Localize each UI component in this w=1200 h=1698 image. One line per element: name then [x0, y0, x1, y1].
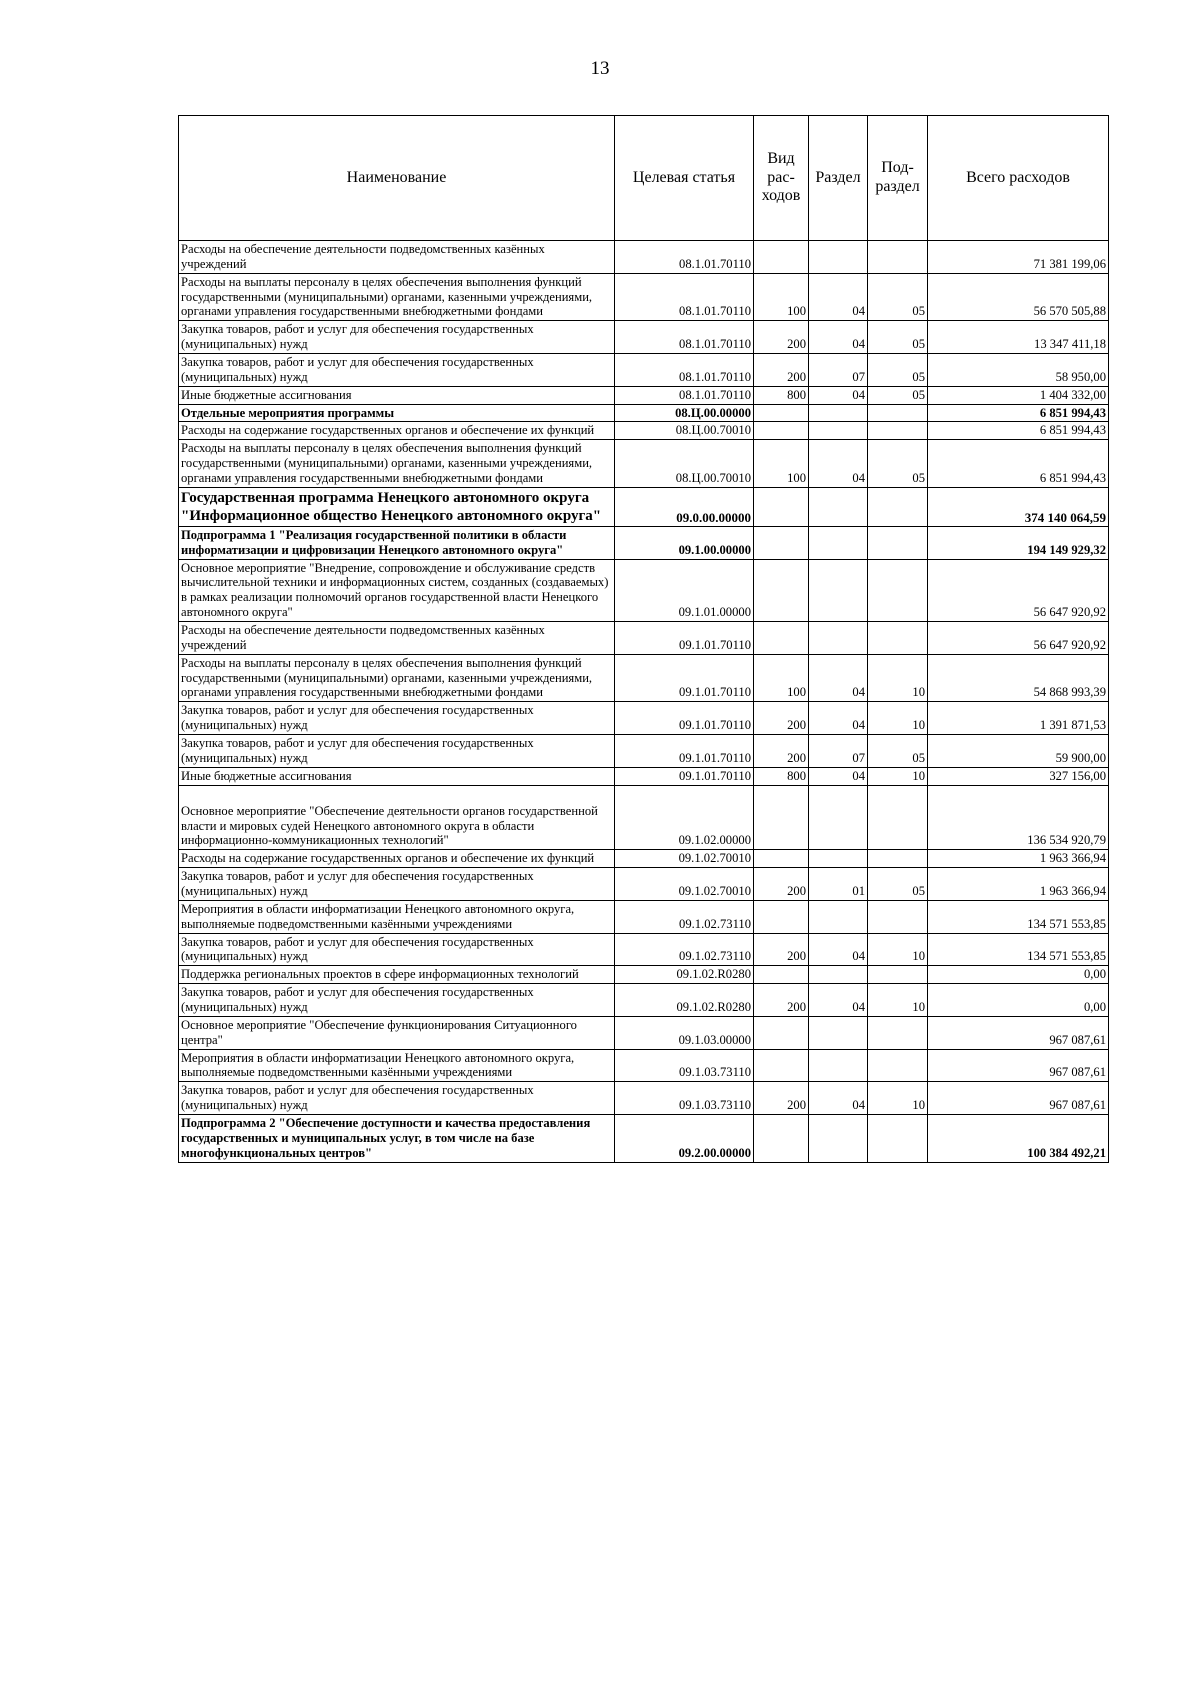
row-subsection-cell: 10 [868, 654, 928, 702]
row-section-cell: 07 [809, 354, 868, 387]
row-target-cell: 09.1.01.70110 [615, 767, 754, 785]
row-subsection-cell: 10 [868, 984, 928, 1017]
row-target-cell: 09.1.03.73110 [615, 1082, 754, 1115]
row-total-cell: 56 570 505,88 [928, 273, 1109, 321]
row-target-cell: 08.Ц.00.70010 [615, 440, 754, 488]
row-kind-cell [754, 241, 809, 274]
row-total-cell: 1 404 332,00 [928, 386, 1109, 404]
row-section-cell [809, 1049, 868, 1082]
table-row [179, 702, 1109, 735]
row-subsection-cell: 05 [868, 868, 928, 901]
row-target-cell: 08.1.01.70110 [615, 386, 754, 404]
row-section-cell: 04 [809, 321, 868, 354]
table-row [179, 868, 1109, 901]
row-total-cell: 374 140 064,59 [928, 487, 1109, 526]
row-total-cell: 56 647 920,92 [928, 622, 1109, 655]
row-total-cell: 6 851 994,43 [928, 440, 1109, 488]
row-section-cell: 04 [809, 654, 868, 702]
row-name-cell: Закупка товаров, работ и услуг для обеспечения государственных (муниципальных) нужд [179, 702, 615, 735]
row-name-cell: Мероприятия в области информатизации Ненецкого автономного округа, выполняемые подведомственными казёнными учреждениями [179, 1049, 615, 1082]
row-name-cell: Государственная программа Ненецкого автономного округа "Информационное общество Ненецкого автономного округа" [179, 487, 615, 526]
row-subsection-cell [868, 559, 928, 621]
row-subsection-cell [868, 785, 928, 850]
table-row [179, 487, 1109, 526]
column-header-subsection: Под-раздел [868, 116, 928, 241]
row-section-cell: 04 [809, 702, 868, 735]
table-row [179, 654, 1109, 702]
row-section-cell [809, 559, 868, 621]
row-target-cell: 08.Ц.00.70010 [615, 422, 754, 440]
table-row [179, 984, 1109, 1017]
row-name-cell: Основное мероприятие "Обеспечение деятельности органов государственной власти и мировых судей Ненецкого автономного округа в области информационно-коммуникационных технологий" [179, 785, 615, 850]
row-name-cell: Расходы на выплаты персоналу в целях обеспечения выполнения функций государственными (муниципальными) органами, казенными учреждениями, органами управления государственными внебюджетными фондами [179, 440, 615, 488]
table-row [179, 241, 1109, 274]
row-total-cell: 134 571 553,85 [928, 900, 1109, 933]
row-subsection-cell: 10 [868, 933, 928, 966]
row-name-cell: Основное мероприятие "Обеспечение функционирования Ситуационного центра" [179, 1016, 615, 1049]
row-subsection-cell [868, 487, 928, 526]
table-row [179, 321, 1109, 354]
row-name-cell: Закупка товаров, работ и услуг для обеспечения государственных (муниципальных) нужд [179, 735, 615, 768]
row-subsection-cell: 05 [868, 321, 928, 354]
table-row [179, 900, 1109, 933]
row-kind-cell [754, 487, 809, 526]
row-target-cell: 09.1.01.00000 [615, 559, 754, 621]
row-section-cell [809, 404, 868, 422]
row-total-cell: 13 347 411,18 [928, 321, 1109, 354]
row-target-cell: 09.2.00.00000 [615, 1114, 754, 1162]
row-section-cell [809, 241, 868, 274]
row-section-cell [809, 422, 868, 440]
row-kind-cell [754, 622, 809, 655]
row-section-cell: 04 [809, 440, 868, 488]
row-subsection-cell: 05 [868, 386, 928, 404]
row-kind-cell: 200 [754, 735, 809, 768]
row-total-cell: 967 087,61 [928, 1049, 1109, 1082]
table-row [179, 735, 1109, 768]
row-section-cell: 07 [809, 735, 868, 768]
row-section-cell: 04 [809, 273, 868, 321]
column-header-kind: Вид рас-ходов [754, 116, 809, 241]
table-row [179, 526, 1109, 559]
table-row [179, 1114, 1109, 1162]
page-number: 13 [590, 58, 610, 79]
row-target-cell: 09.1.02.R0280 [615, 966, 754, 984]
row-name-cell: Расходы на обеспечение деятельности подведомственных казённых учреждений [179, 241, 615, 274]
table-row [179, 440, 1109, 488]
column-header-section: Раздел [809, 116, 868, 241]
row-section-cell [809, 966, 868, 984]
row-subsection-cell [868, 526, 928, 559]
row-total-cell: 58 950,00 [928, 354, 1109, 387]
row-target-cell: 09.1.02.R0280 [615, 984, 754, 1017]
row-name-cell: Подпрограмма 2 "Обеспечение доступности и качества предоставления государственных и муниципальных услуг, в том числе на базе многофункциональных центров" [179, 1114, 615, 1162]
column-header-name: Наименование [179, 116, 615, 241]
row-kind-cell [754, 785, 809, 850]
row-total-cell: 194 149 929,32 [928, 526, 1109, 559]
row-section-cell: 04 [809, 984, 868, 1017]
row-kind-cell: 200 [754, 354, 809, 387]
row-subsection-cell: 10 [868, 1082, 928, 1115]
row-subsection-cell [868, 404, 928, 422]
row-target-cell: 08.1.01.70110 [615, 321, 754, 354]
row-target-cell: 09.1.01.70110 [615, 702, 754, 735]
row-target-cell: 09.1.02.00000 [615, 785, 754, 850]
table-row [179, 1082, 1109, 1115]
row-total-cell: 1 963 366,94 [928, 850, 1109, 868]
row-subsection-cell [868, 622, 928, 655]
row-section-cell: 01 [809, 868, 868, 901]
row-total-cell: 56 647 920,92 [928, 559, 1109, 621]
row-name-cell: Закупка товаров, работ и услуг для обеспечения государственных (муниципальных) нужд [179, 933, 615, 966]
row-kind-cell [754, 900, 809, 933]
row-target-cell: 08.1.01.70110 [615, 241, 754, 274]
row-name-cell: Закупка товаров, работ и услуг для обеспечения государственных (муниципальных) нужд [179, 321, 615, 354]
row-target-cell: 08.1.01.70110 [615, 354, 754, 387]
row-total-cell: 6 851 994,43 [928, 422, 1109, 440]
row-section-cell: 04 [809, 386, 868, 404]
row-kind-cell: 200 [754, 702, 809, 735]
row-total-cell: 136 534 920,79 [928, 785, 1109, 850]
row-total-cell: 967 087,61 [928, 1082, 1109, 1115]
row-subsection-cell [868, 966, 928, 984]
row-target-cell: 09.1.00.00000 [615, 526, 754, 559]
table-header-row [179, 116, 1109, 241]
row-target-cell: 09.1.01.70110 [615, 654, 754, 702]
row-name-cell: Основное мероприятие "Внедрение, сопровождение и обслуживание средств вычислительной техники и информационных систем, созданных (создаваемых) в рамках реализации полномочий органов государственной власти Ненецкого автономного округа" [179, 559, 615, 621]
row-name-cell: Закупка товаров, работ и услуг для обеспечения государственных (муниципальных) нужд [179, 868, 615, 901]
table-row [179, 966, 1109, 984]
row-subsection-cell [868, 1016, 928, 1049]
row-section-cell [809, 1114, 868, 1162]
row-kind-cell [754, 1114, 809, 1162]
table-row [179, 559, 1109, 621]
row-subsection-cell [868, 850, 928, 868]
row-kind-cell: 200 [754, 1082, 809, 1115]
row-section-cell [809, 1016, 868, 1049]
row-section-cell [809, 850, 868, 868]
table-row [179, 354, 1109, 387]
row-kind-cell: 100 [754, 654, 809, 702]
row-section-cell: 04 [809, 933, 868, 966]
row-target-cell: 09.1.02.70010 [615, 850, 754, 868]
row-kind-cell [754, 1049, 809, 1082]
table-row [179, 404, 1109, 422]
row-total-cell: 100 384 492,21 [928, 1114, 1109, 1162]
row-subsection-cell: 10 [868, 702, 928, 735]
column-header-total: Всего расходов [928, 116, 1109, 241]
row-name-cell: Иные бюджетные ассигнования [179, 386, 615, 404]
row-target-cell: 09.1.02.70010 [615, 868, 754, 901]
row-kind-cell [754, 850, 809, 868]
row-total-cell: 6 851 994,43 [928, 404, 1109, 422]
row-kind-cell [754, 559, 809, 621]
row-kind-cell: 100 [754, 273, 809, 321]
table-row [179, 1049, 1109, 1082]
row-name-cell: Расходы на содержание государственных органов и обеспечение их функций [179, 850, 615, 868]
row-total-cell: 59 900,00 [928, 735, 1109, 768]
row-kind-cell [754, 422, 809, 440]
row-kind-cell [754, 404, 809, 422]
table-row [179, 767, 1109, 785]
row-name-cell: Расходы на обеспечение деятельности подведомственных казённых учреждений [179, 622, 615, 655]
row-kind-cell: 800 [754, 767, 809, 785]
row-total-cell: 327 156,00 [928, 767, 1109, 785]
row-kind-cell: 100 [754, 440, 809, 488]
row-target-cell: 09.1.01.70110 [615, 735, 754, 768]
row-target-cell: 09.1.03.00000 [615, 1016, 754, 1049]
row-target-cell: 09.1.01.70110 [615, 622, 754, 655]
row-section-cell [809, 622, 868, 655]
row-subsection-cell [868, 900, 928, 933]
row-name-cell: Отдельные мероприятия программы [179, 404, 615, 422]
row-total-cell: 1 963 366,94 [928, 868, 1109, 901]
row-target-cell: 09.1.02.73110 [615, 933, 754, 966]
row-kind-cell [754, 966, 809, 984]
table-body [179, 241, 1109, 1163]
row-subsection-cell [868, 1114, 928, 1162]
row-kind-cell [754, 526, 809, 559]
row-kind-cell: 200 [754, 984, 809, 1017]
row-section-cell [809, 900, 868, 933]
table-row [179, 273, 1109, 321]
row-section-cell [809, 526, 868, 559]
row-subsection-cell: 10 [868, 767, 928, 785]
row-name-cell: Закупка товаров, работ и услуг для обеспечения государственных (муниципальных) нужд [179, 354, 615, 387]
row-name-cell: Расходы на содержание государственных органов и обеспечение их функций [179, 422, 615, 440]
row-total-cell: 71 381 199,06 [928, 241, 1109, 274]
row-subsection-cell [868, 1049, 928, 1082]
row-total-cell: 0,00 [928, 984, 1109, 1017]
row-subsection-cell: 05 [868, 354, 928, 387]
row-target-cell: 09.0.00.00000 [615, 487, 754, 526]
column-header-target: Целевая статья [615, 116, 754, 241]
table-row [179, 850, 1109, 868]
row-target-cell: 09.1.03.73110 [615, 1049, 754, 1082]
row-subsection-cell: 05 [868, 735, 928, 768]
row-total-cell: 134 571 553,85 [928, 933, 1109, 966]
table-row [179, 785, 1109, 850]
row-subsection-cell: 05 [868, 440, 928, 488]
row-target-cell: 08.Ц.00.00000 [615, 404, 754, 422]
row-kind-cell: 200 [754, 321, 809, 354]
row-target-cell: 08.1.01.70110 [615, 273, 754, 321]
row-name-cell: Закупка товаров, работ и услуг для обеспечения государственных (муниципальных) нужд [179, 984, 615, 1017]
row-total-cell: 0,00 [928, 966, 1109, 984]
table-row [179, 1016, 1109, 1049]
row-section-cell [809, 785, 868, 850]
row-kind-cell: 800 [754, 386, 809, 404]
row-name-cell: Расходы на выплаты персоналу в целях обеспечения выполнения функций государственными (муниципальными) органами, казенными учреждениями, органами управления государственными внебюджетными фондами [179, 273, 615, 321]
budget-table [178, 115, 1109, 1163]
row-section-cell: 04 [809, 1082, 868, 1115]
row-kind-cell: 200 [754, 933, 809, 966]
row-kind-cell: 200 [754, 868, 809, 901]
row-subsection-cell: 05 [868, 273, 928, 321]
row-total-cell: 967 087,61 [928, 1016, 1109, 1049]
row-name-cell: Закупка товаров, работ и услуг для обеспечения государственных (муниципальных) нужд [179, 1082, 615, 1115]
table-row [179, 622, 1109, 655]
row-total-cell: 54 868 993,39 [928, 654, 1109, 702]
row-subsection-cell [868, 422, 928, 440]
table-row [179, 422, 1109, 440]
table-row [179, 933, 1109, 966]
row-name-cell: Подпрограмма 1 "Реализация государственной политики в области информатизации и цифровизации Ненецкого автономного округа" [179, 526, 615, 559]
row-name-cell: Мероприятия в области информатизации Ненецкого автономного округа, выполняемые подведомственными казёнными учреждениями [179, 900, 615, 933]
table-row [179, 386, 1109, 404]
row-name-cell: Поддержка региональных проектов в сфере информационных технологий [179, 966, 615, 984]
row-name-cell: Расходы на выплаты персоналу в целях обеспечения выполнения функций государственными (муниципальными) органами, казенными учреждениями, органами управления государственными внебюджетными фондами [179, 654, 615, 702]
row-target-cell: 09.1.02.73110 [615, 900, 754, 933]
row-section-cell: 04 [809, 767, 868, 785]
row-section-cell [809, 487, 868, 526]
row-kind-cell [754, 1016, 809, 1049]
row-name-cell: Иные бюджетные ассигнования [179, 767, 615, 785]
row-total-cell: 1 391 871,53 [928, 702, 1109, 735]
row-subsection-cell [868, 241, 928, 274]
